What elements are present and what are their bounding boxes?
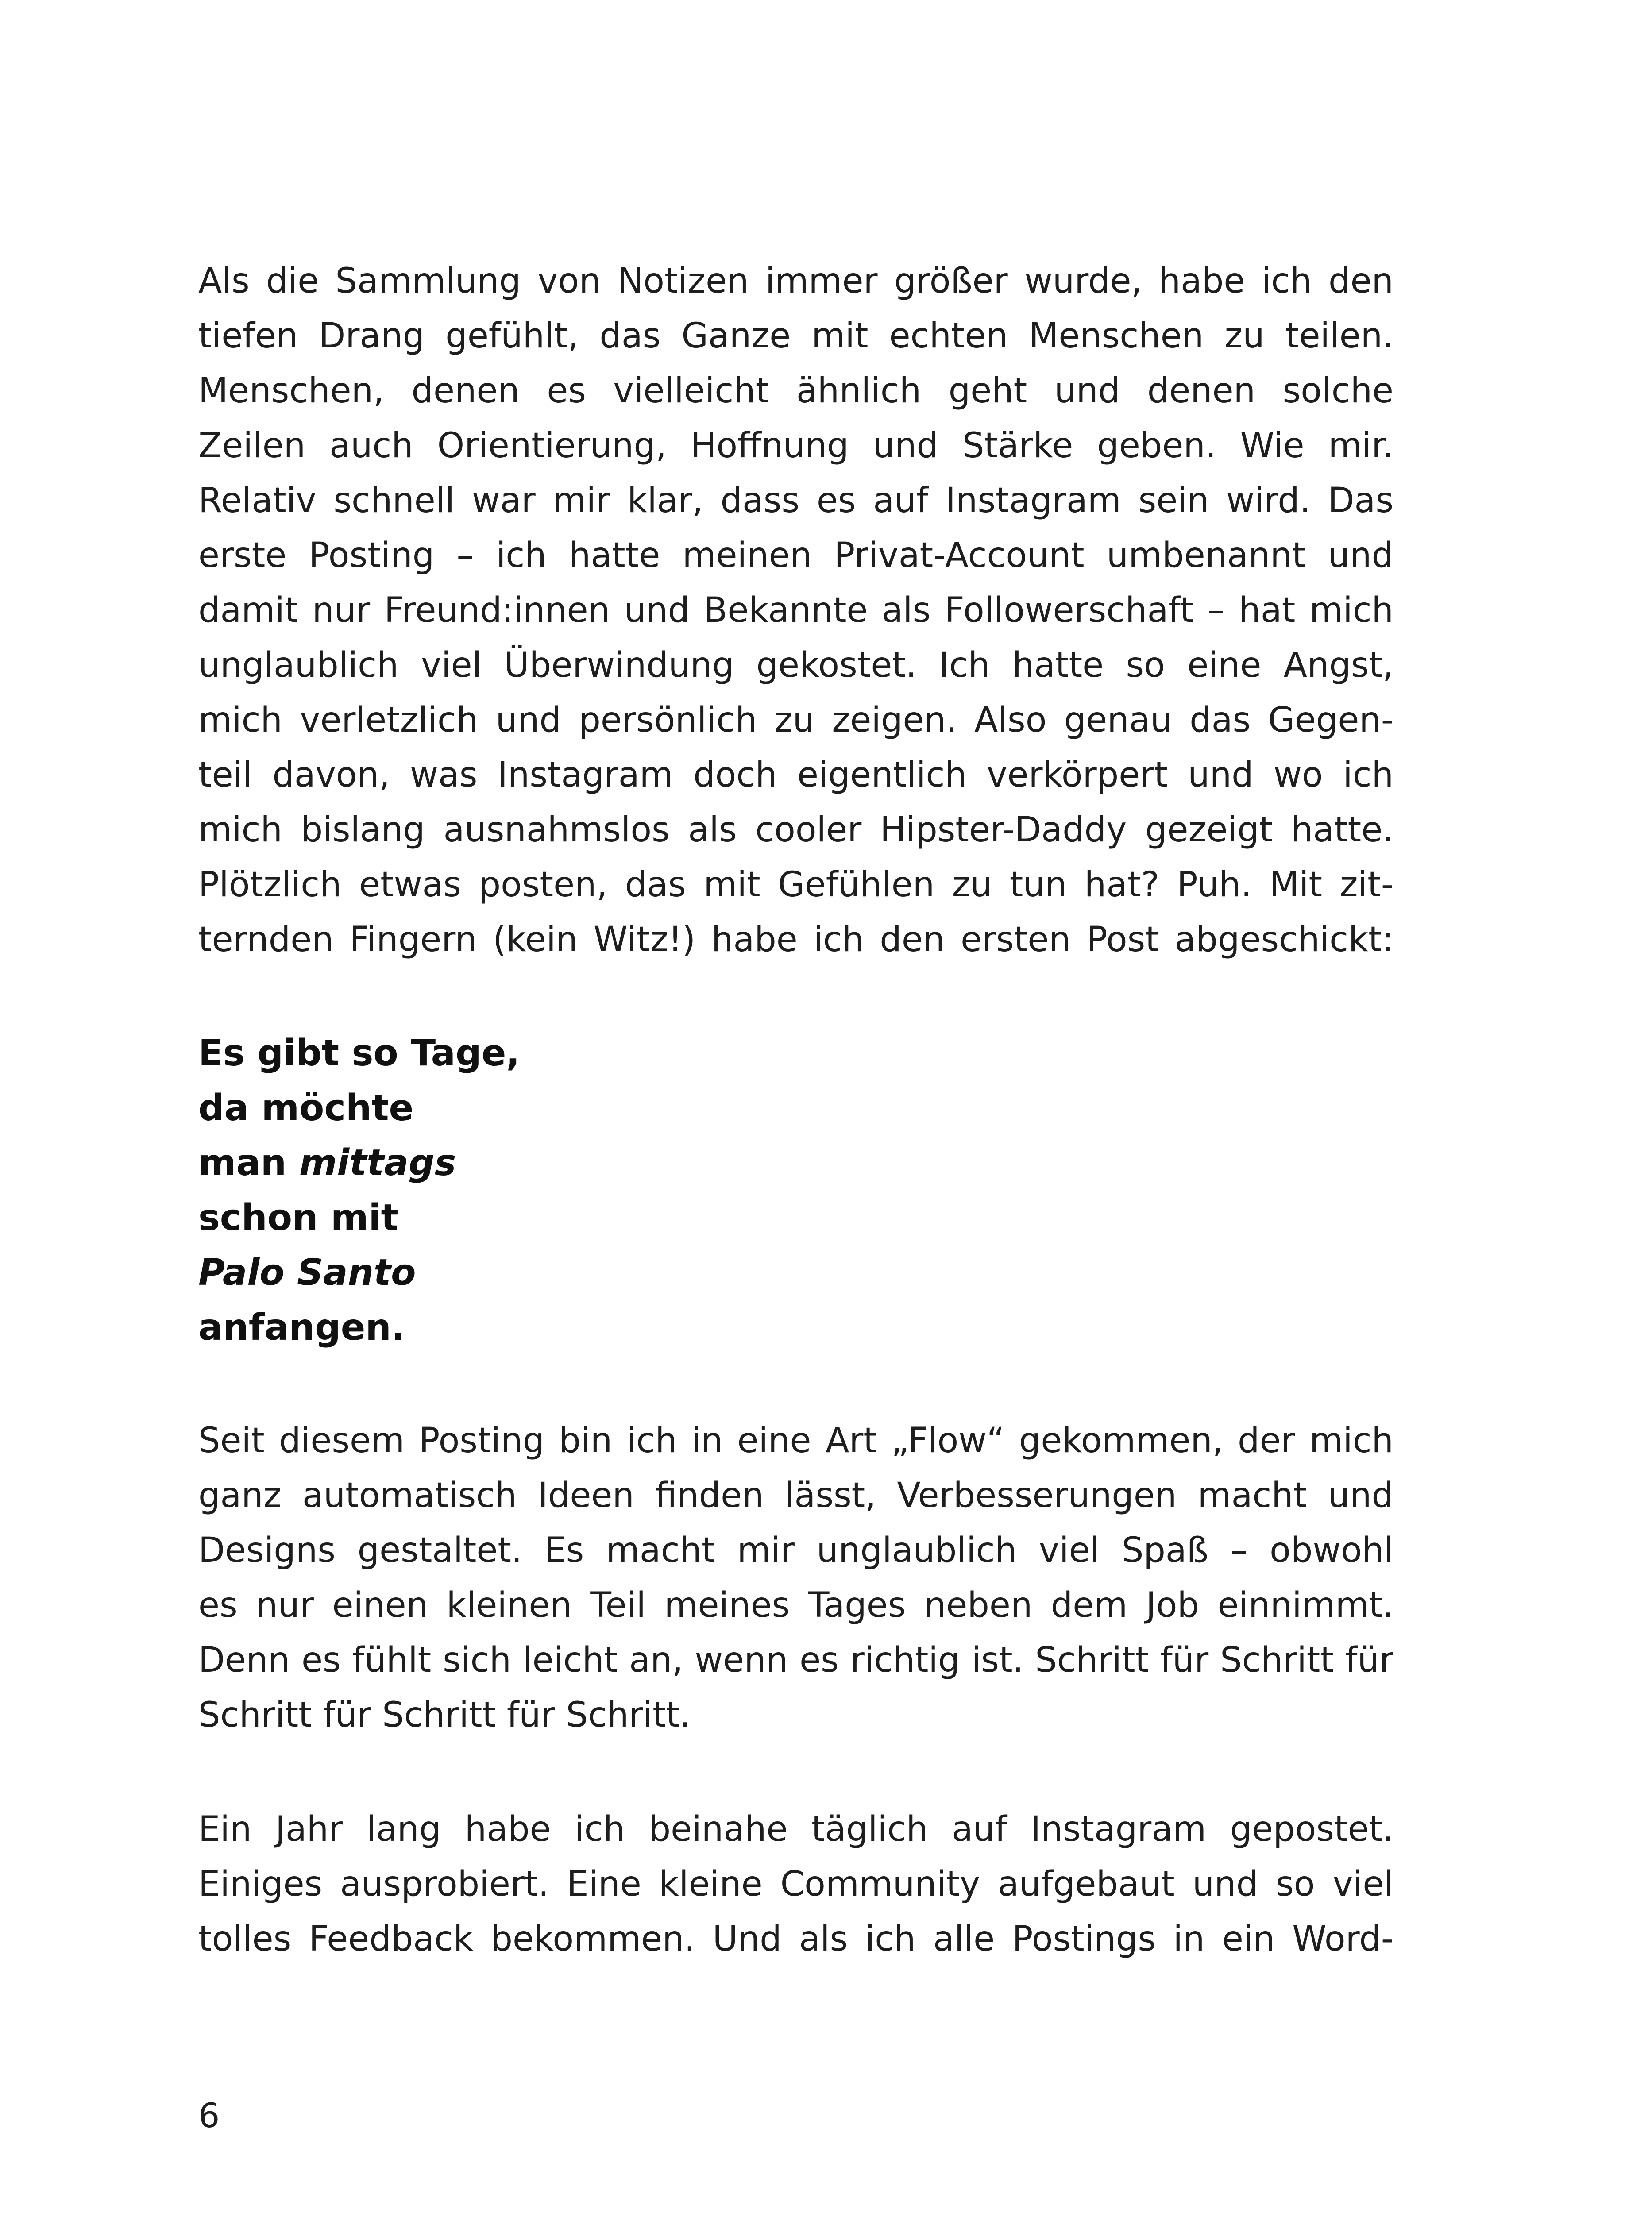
- paragraph1-line-13: ternden Fingern (kein Witz!) habe ich den ersten Post abgeschickt:: [198, 920, 1393, 960]
- quote-line-5-italic: Palo Santo: [198, 1252, 416, 1294]
- paragraph1-line-12: Plötzlich etwas posten, das mit Gefühlen zu tun hat? Puh. Mit zit-: [198, 865, 1393, 905]
- paragraph1-line-9: mich verletzlich und persönlich zu zeigen. Also genau das Gegen-: [198, 700, 1393, 740]
- quote-line-3-regular: man: [198, 1142, 299, 1184]
- paragraph1-line-5: Relativ schnell war mir klar, dass es auf Instagram sein wird. Das: [198, 481, 1393, 520]
- paragraph1-line-8: unglaublich viel Überwindung gekostet. Ich hatte so eine Angst,: [198, 645, 1393, 685]
- paragraph1-line-11: mich bislang ausnahmslos als cooler Hipster-Daddy gezeigt hatte.: [198, 810, 1393, 850]
- paragraph1-line-3: Menschen, denen es vielleicht ähnlich geht und denen solche: [198, 371, 1393, 411]
- quote-line-2: da möchte: [198, 1087, 414, 1129]
- quote-line-5: [198, 1245, 416, 1300]
- quote-line-3-italic: mittags: [299, 1142, 456, 1184]
- quote-line-4: schon mit: [198, 1197, 398, 1239]
- quote-line-6: anfangen.: [198, 1307, 405, 1349]
- paragraph1-line-2: tiefen Drang gefühlt, das Ganze mit echten Menschen zu teilen.: [198, 316, 1393, 356]
- page-number: 6: [198, 2096, 220, 2135]
- paragraph2-line-2: ganz automatisch Ideen finden lässt, Verbesserungen macht und: [198, 1476, 1393, 1515]
- paragraph2-line-1: Seit diesem Posting bin ich in eine Art „Flow“ gekommen, der mich: [198, 1421, 1393, 1461]
- paragraph1-line-10: teil davon, was Instagram doch eigentlich verkörpert und wo ich: [198, 755, 1393, 795]
- paragraph3-line-3: tolles Feedback bekommen. Und als ich alle Postings in ein Word-: [198, 1919, 1393, 1959]
- paragraph1-line-1: Als die Sammlung von Notizen immer größer wurde, habe ich den: [198, 261, 1393, 301]
- quote-line-1: Es gibt so Tage,: [198, 1032, 520, 1074]
- paragraph3-line-1: Ein Jahr lang habe ich beinahe täglich auf Instagram gepostet.: [198, 1809, 1393, 1849]
- paragraph1-line-4: Zeilen auch Orientierung, Hoffnung und Stärke geben. Wie mir.: [198, 426, 1393, 466]
- paragraph3-line-2: Einiges ausprobiert. Eine kleine Community aufgebaut und so viel: [198, 1864, 1393, 1904]
- paragraph1-line-7: damit nur Freund:innen und Bekannte als Followerschaft – hat mich: [198, 590, 1393, 630]
- paragraph2-line-6: Schritt für Schritt für Schritt.: [198, 1695, 691, 1735]
- paragraph2-line-4: es nur einen kleinen Teil meines Tages neben dem Job einnimmt.: [198, 1585, 1393, 1625]
- quote-line-3: [198, 1136, 456, 1191]
- paragraph2-line-5: Denn es fühlt sich leicht an, wenn es richtig ist. Schritt für Schritt für: [198, 1640, 1393, 1680]
- paragraph1-line-6: erste Posting – ich hatte meinen Privat-Account umbenannt und: [198, 536, 1393, 575]
- paragraph2-line-3: Designs gestaltet. Es macht mir unglaublich viel Spaß – obwohl: [198, 1531, 1393, 1570]
